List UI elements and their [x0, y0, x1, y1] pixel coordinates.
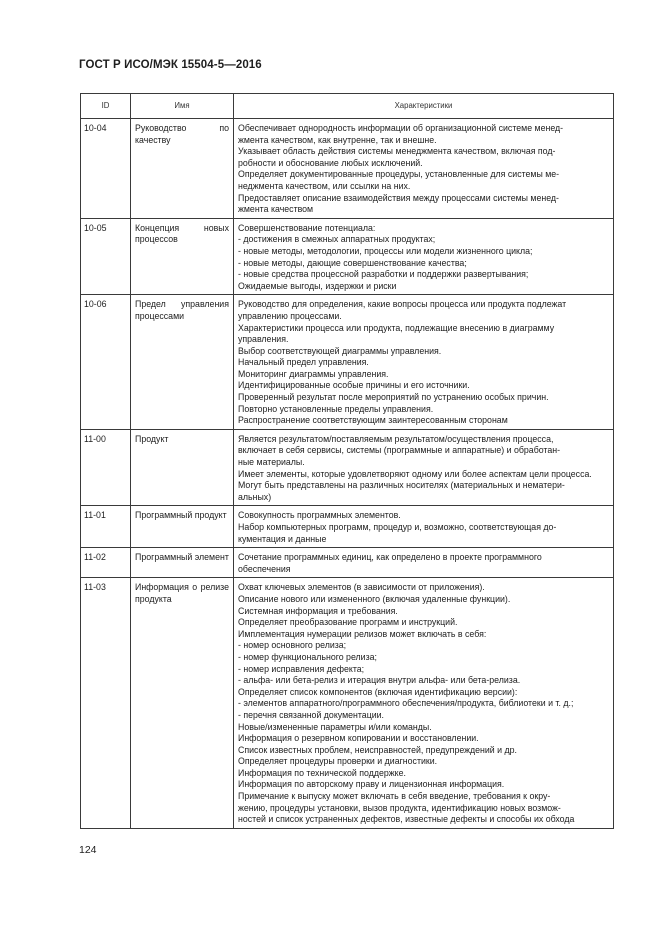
row-id: 11-02	[81, 548, 131, 578]
row-id: 11-00	[81, 429, 131, 506]
characteristic-line: жмента качеством	[238, 204, 314, 215]
table-row	[81, 506, 614, 548]
row-name: Программный продукт	[131, 506, 234, 548]
characteristic-line: робности и обоснование любых исключений.	[238, 157, 423, 168]
characteristic-line: - номер функционального релиза;	[238, 651, 377, 662]
row-name: Программный элемент	[131, 548, 234, 578]
row-characteristics	[234, 218, 614, 295]
characteristic-line: - новые средства процессной разработки и поддержки развертывания;	[238, 269, 529, 280]
characteristic-line: Имплементация нумерации релизов может включать в себя:	[238, 628, 487, 639]
characteristic-line: Является результатом/поставляемым результатом/осуществления процесса,	[238, 433, 554, 444]
characteristic-line: - номер исправления дефекта;	[238, 663, 365, 674]
row-name: Руководство по качеству	[131, 119, 234, 219]
row-name: Продукт	[131, 429, 234, 506]
characteristic-line: неджмента качеством, или ссылки на них.	[238, 180, 411, 191]
characteristic-line: Указывает область действия системы менеджмента качеством, включая под-	[238, 146, 556, 157]
row-id: 10-05	[81, 218, 131, 295]
column-header-id: ID	[81, 94, 131, 119]
characteristic-line: Ожидаемые выгоды, издержки и риски	[238, 280, 397, 291]
characteristic-line: Обеспечивает однородность информации об организационной системе менед-	[238, 123, 564, 133]
characteristic-line: управлению процессами.	[238, 310, 342, 321]
characteristic-line: Совокупность программных элементов.	[238, 510, 401, 521]
characteristic-line: включает в себя сервисы, системы (программные и аппаратные) и обработан-	[238, 445, 561, 456]
row-name: Концепция новых процессов	[131, 218, 234, 295]
characteristic-line: Определяет преобразование программ и инструкций.	[238, 617, 458, 628]
characteristic-line: - альфа- или бета-релиз и итерация внутри альфа- или бета-релиза.	[238, 675, 521, 686]
row-characteristics	[234, 548, 614, 578]
table-row	[81, 218, 614, 295]
characteristic-line: ностей и список устраненных дефектов, известные дефекты и способы их обхода	[238, 814, 575, 825]
table-row	[81, 295, 614, 430]
characteristic-line: - перечня связанной документации.	[238, 709, 385, 720]
characteristic-line: кументация и данные	[238, 533, 327, 544]
characteristic-line: - достижения в смежных аппаратных продуктах;	[238, 234, 436, 245]
characteristic-line: Информация по технической поддержке.	[238, 767, 406, 778]
characteristic-line: жмента качеством, как внутренне, так и внешне.	[238, 134, 437, 145]
characteristic-line: Предоставляет описание взаимодействия между процессами системы менед-	[238, 192, 559, 203]
characteristic-line: Новые/измененные параметры и/или команды.	[238, 721, 432, 732]
characteristic-line: - элементов аппаратного/программного обеспечения/продукта, библиотеки и т. д.;	[238, 698, 574, 709]
characteristic-line: обеспечения	[238, 563, 291, 574]
row-name: Информация о релизе продукта	[131, 578, 234, 828]
characteristic-line: Определяет документированные процедуры, установленные для системы ме-	[238, 169, 560, 180]
page-number: 124	[79, 844, 97, 856]
row-id: 11-01	[81, 506, 131, 548]
characteristic-line: Набор компьютерных программ, процедур и, возможно, соответствующая до-	[238, 522, 557, 532]
column-header-characteristics: Характеристики	[234, 94, 614, 119]
characteristic-line: Могут быть представлены на различных носителях (материальных и нематери-	[238, 480, 565, 491]
characteristic-line: Определяет процедуры проверки и диагностики.	[238, 756, 438, 767]
column-header-name: Имя	[131, 94, 234, 119]
characteristic-line: Информация по авторскому праву и лицензионная информация.	[238, 779, 505, 790]
characteristic-line: - новые методы, методологии, процессы или модели жизненного цикла;	[238, 245, 533, 256]
characteristic-line: Информация о резервном копировании и восстановлении.	[238, 733, 479, 744]
characteristic-line: Мониторинг диаграммы управления.	[238, 368, 389, 379]
characteristic-line: Примечание к выпуску может включать в себя введение, требования к окру-	[238, 791, 551, 802]
characteristic-line: - номер основного релиза;	[238, 640, 347, 651]
characteristic-line: Сочетание программных единиц, как определено в проекте программного	[238, 552, 542, 563]
characteristic-line: ные материалы.	[238, 457, 305, 468]
characteristic-line: - новые методы, дающие совершенствование качества;	[238, 257, 467, 268]
row-characteristics	[234, 295, 614, 430]
characteristic-line: управления.	[238, 334, 289, 345]
characteristic-line: Имеет элементы, которые удовлетворяют одному или более аспектам цели процесса.	[238, 468, 592, 479]
table-row	[81, 429, 614, 506]
characteristic-line: Проверенный результат после мероприятий по устранению особых причин.	[238, 392, 549, 403]
characteristic-line: жению, процедуры установки, вызов продукта, идентификацию новых возмож-	[238, 802, 561, 813]
row-characteristics	[234, 119, 614, 219]
row-name: Предел управления процессами	[131, 295, 234, 430]
characteristic-line: Распространение соответствующим заинтересованным сторонам	[238, 415, 508, 426]
characteristic-line: Список известных проблем, неисправностей, предупреждений и др.	[238, 744, 517, 755]
table-row	[81, 548, 614, 578]
row-id: 10-04	[81, 119, 131, 219]
row-characteristics	[234, 578, 614, 828]
characteristic-line: Охват ключевых элементов (в зависимости от приложения).	[238, 582, 485, 593]
characteristic-line: Системная информация и требования.	[238, 605, 398, 616]
row-id: 11-03	[81, 578, 131, 828]
characteristic-line: Определяет список компонентов (включая идентификацию версии):	[238, 686, 518, 697]
work-products-table	[80, 93, 614, 829]
row-characteristics	[234, 506, 614, 548]
document-header: ГОСТ Р ИСО/МЭК 15504-5—2016	[79, 59, 262, 71]
characteristic-line: Описание нового или измененного (включая удаленные функции).	[238, 593, 511, 604]
characteristic-line: Идентифицированные особые причины и его источники.	[238, 380, 470, 391]
characteristic-line: Повторно установленные пределы управления.	[238, 403, 434, 414]
table-header-row	[81, 94, 614, 119]
characteristic-line: Начальный предел управления.	[238, 357, 369, 368]
characteristic-line: Характеристики процесса или продукта, подлежащие внесению в диаграмму	[238, 322, 555, 333]
characteristic-line: Совершенствование потенциала:	[238, 222, 376, 233]
table-row	[81, 119, 614, 219]
characteristic-line: альных)	[238, 491, 272, 502]
table-row	[81, 578, 614, 828]
characteristic-line: Руководство для определения, какие вопросы процесса или продукта подлежат	[238, 299, 567, 310]
row-characteristics	[234, 429, 614, 506]
characteristic-line: Выбор соответствующей диаграммы управления.	[238, 345, 442, 356]
row-id: 10-06	[81, 295, 131, 430]
